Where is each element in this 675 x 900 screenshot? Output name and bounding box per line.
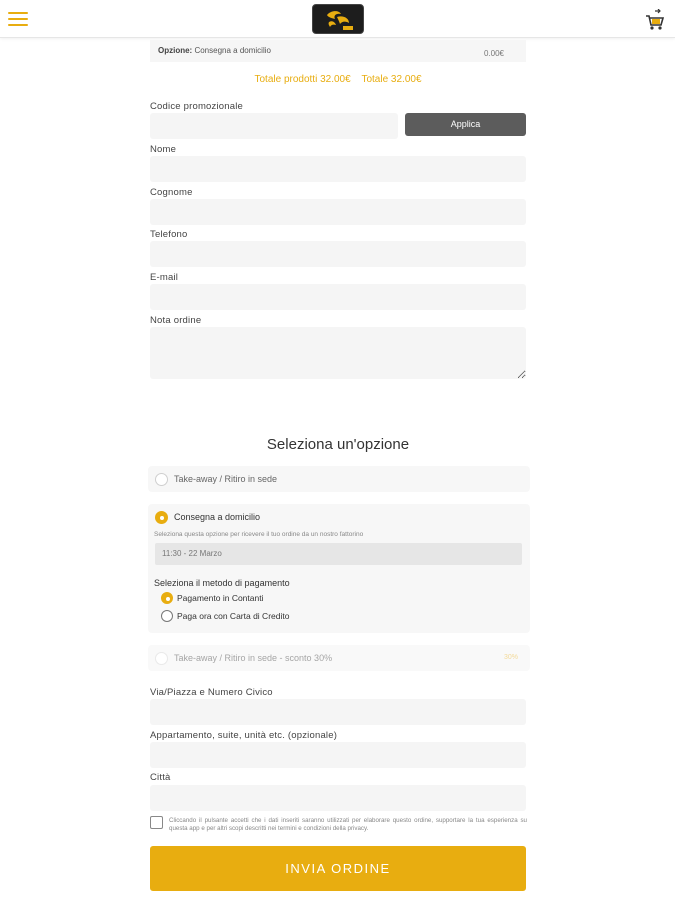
submit-order-button[interactable]: INVIA ORDINE: [150, 846, 526, 891]
option-value: Consegna a domicilio: [194, 46, 271, 55]
order-note-textarea[interactable]: [150, 327, 526, 379]
takeaway-radio[interactable]: [155, 473, 168, 486]
selected-option-row: [150, 40, 526, 62]
city-label: Città: [150, 772, 171, 783]
takeaway-discount-label: Take-away / Ritiro in sede - sconto 30%: [174, 653, 333, 663]
email-input[interactable]: [150, 284, 526, 310]
top-bar: [0, 0, 675, 38]
privacy-checkbox[interactable]: [150, 816, 163, 829]
street-input[interactable]: [150, 699, 526, 725]
option-label: Opzione:: [158, 46, 193, 55]
surname-input[interactable]: [150, 199, 526, 225]
payment-cash-label: Pagamento in Contanti: [177, 593, 264, 603]
payment-method-title: Seleziona il metodo di pagamento: [154, 578, 290, 588]
apartment-input[interactable]: [150, 742, 526, 768]
discount-badge: 30%: [503, 654, 518, 661]
takeaway-label: Take-away / Ritiro in sede: [174, 474, 278, 484]
delivery-label: Consegna a domicilio: [174, 512, 261, 522]
payment-card-label: Paga ora con Carta di Credito: [177, 611, 290, 621]
apartment-label: Appartamento, suite, unità etc. (opzionale): [150, 730, 338, 741]
restaurant-logo[interactable]: [312, 4, 364, 34]
name-input[interactable]: [150, 156, 526, 182]
option-takeaway-discount[interactable]: [148, 645, 530, 671]
total-amount: Totale 32.00€: [361, 74, 422, 85]
delivery-description: Seleziona questa opzione per ricevere il tuo ordine da un nostro fattorino: [154, 531, 364, 538]
options-title: Seleziona un'opzione: [266, 436, 410, 453]
privacy-text: Cliccando il pulsante accetti che i dati inseriti saranno utilizzati per elaborare questo ordine, supportare la tua esperienza su questa app e per altri scopi descritti nei termini e condizioni della privacy.: [169, 817, 527, 832]
option-takeaway[interactable]: [148, 466, 530, 492]
name-label: Nome: [150, 144, 177, 155]
order-note-label: Nota ordine: [150, 315, 202, 326]
payment-cash-radio[interactable]: [161, 592, 173, 604]
total-products: Totale prodotti 32.00€: [254, 74, 351, 85]
city-input[interactable]: [150, 785, 526, 811]
cart-icon[interactable]: [643, 9, 665, 31]
surname-label: Cognome: [150, 187, 193, 198]
order-totals: [150, 74, 526, 85]
apply-promo-button[interactable]: Applica: [405, 113, 526, 136]
takeaway-discount-radio[interactable]: [155, 652, 168, 665]
option-price: 0.00€: [483, 49, 504, 58]
phone-input[interactable]: [150, 241, 526, 267]
street-label: Via/Piazza e Numero Civico: [150, 687, 273, 698]
phone-label: Telefono: [150, 229, 188, 240]
email-label: E-mail: [150, 272, 179, 283]
promo-code-label: Codice promozionale: [150, 101, 244, 112]
hamburger-icon[interactable]: [8, 12, 28, 28]
promo-code-input[interactable]: [150, 113, 398, 139]
delivery-time-select[interactable]: 11:30 - 22 Marzo: [155, 543, 522, 565]
payment-card-radio[interactable]: [161, 610, 173, 622]
delivery-radio[interactable]: [155, 511, 168, 524]
